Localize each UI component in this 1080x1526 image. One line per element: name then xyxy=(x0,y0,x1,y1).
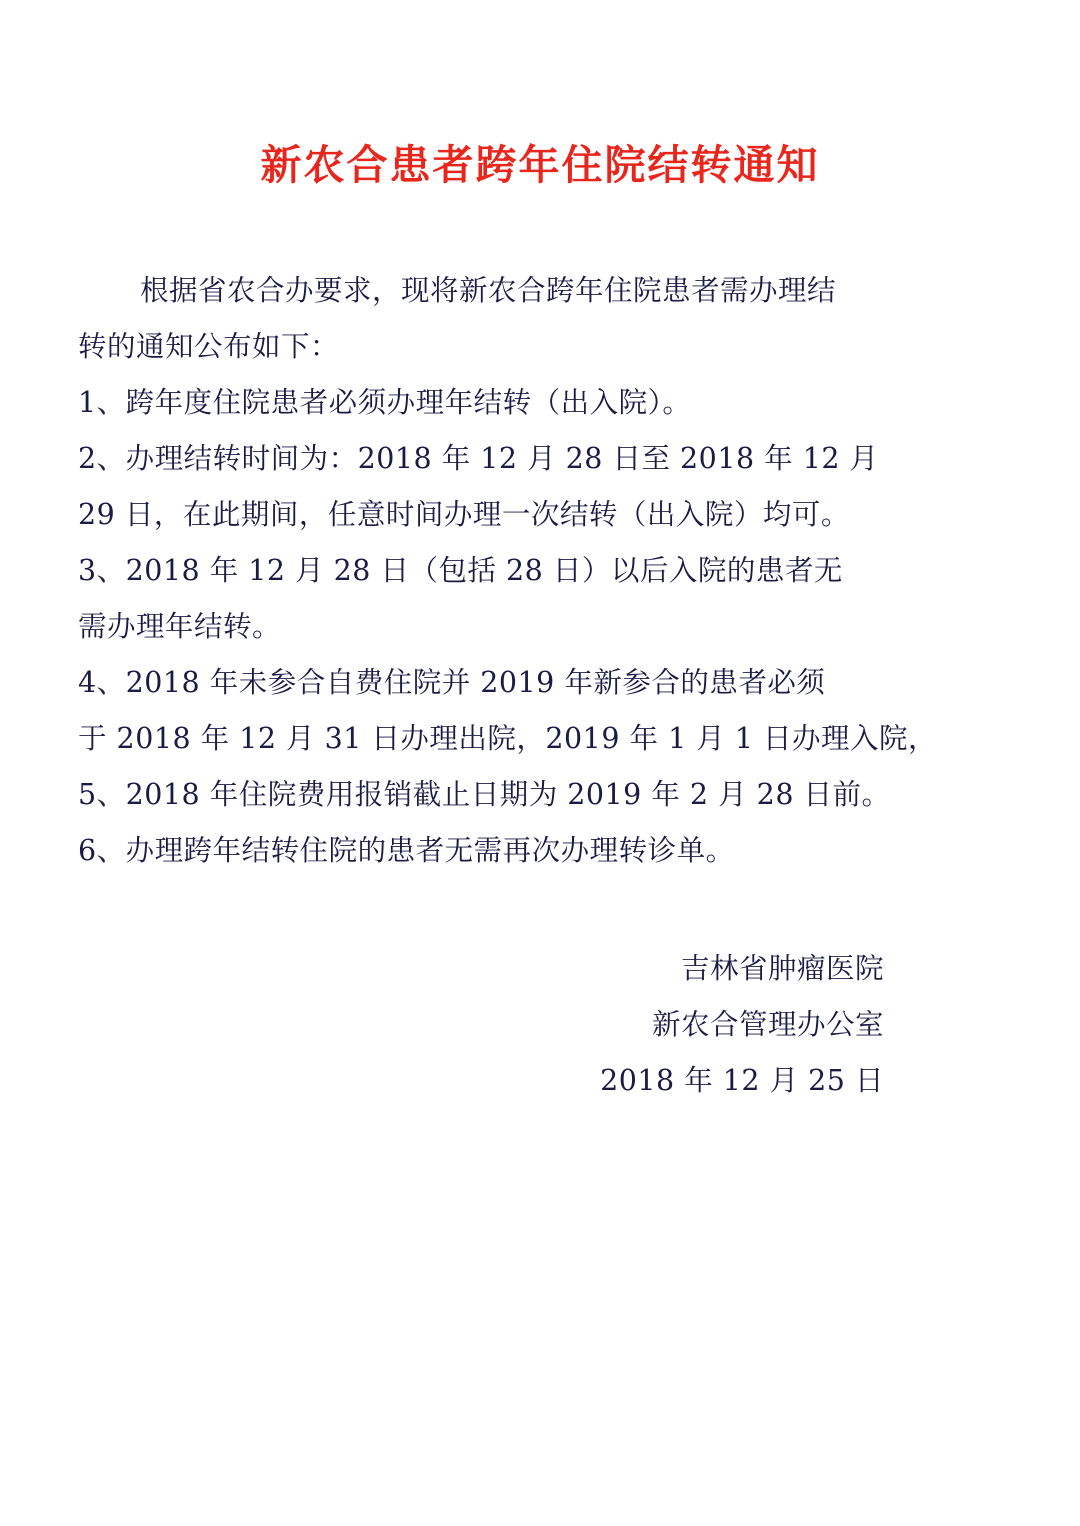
body-paragraph: 6、办理跨年结转住院的患者无需再次办理转诊单。 xyxy=(78,834,735,867)
document-body xyxy=(78,263,1002,879)
signature-department: 新农合管理办公室 xyxy=(651,1008,884,1041)
body-paragraph: 根据省农合办要求，现将新农合跨年住院患者需办理结 xyxy=(140,274,837,307)
body-paragraph: 需办理年结转。 xyxy=(78,610,282,643)
signature-date: 2018 年 12 月 25 日 xyxy=(600,1064,884,1097)
body-paragraph: 1、跨年度住院患者必须办理年结转（出入院）。 xyxy=(78,386,692,419)
body-paragraph: 5、2018 年住院费用报销截止日期为 2019 年 2 月 28 日前。 xyxy=(78,778,891,811)
body-paragraph: 转的通知公布如下： xyxy=(78,330,340,363)
body-paragraph: 2、办理结转时间为：2018 年 12 月 28 日至 2018 年 12 月 xyxy=(78,442,879,475)
body-paragraph: 29 日，在此期间，任意时间办理一次结转（出入院）均可。 xyxy=(78,498,850,531)
page-title: 新农合患者跨年住院结转通知 xyxy=(260,141,820,189)
signature-organization: 吉林省肿瘤医院 xyxy=(680,952,884,985)
body-paragraph: 3、2018 年 12 月 28 日（包括 28 日）以后入院的患者无 xyxy=(78,554,843,587)
body-paragraph: 于 2018 年 12 月 31 日办理出院，2019 年 1 月 1 日办理入院， xyxy=(78,722,938,755)
signature-block xyxy=(78,941,1002,1109)
body-paragraph: 4、2018 年未参合自费住院并 2019 年新参合的患者必须 xyxy=(78,666,826,699)
